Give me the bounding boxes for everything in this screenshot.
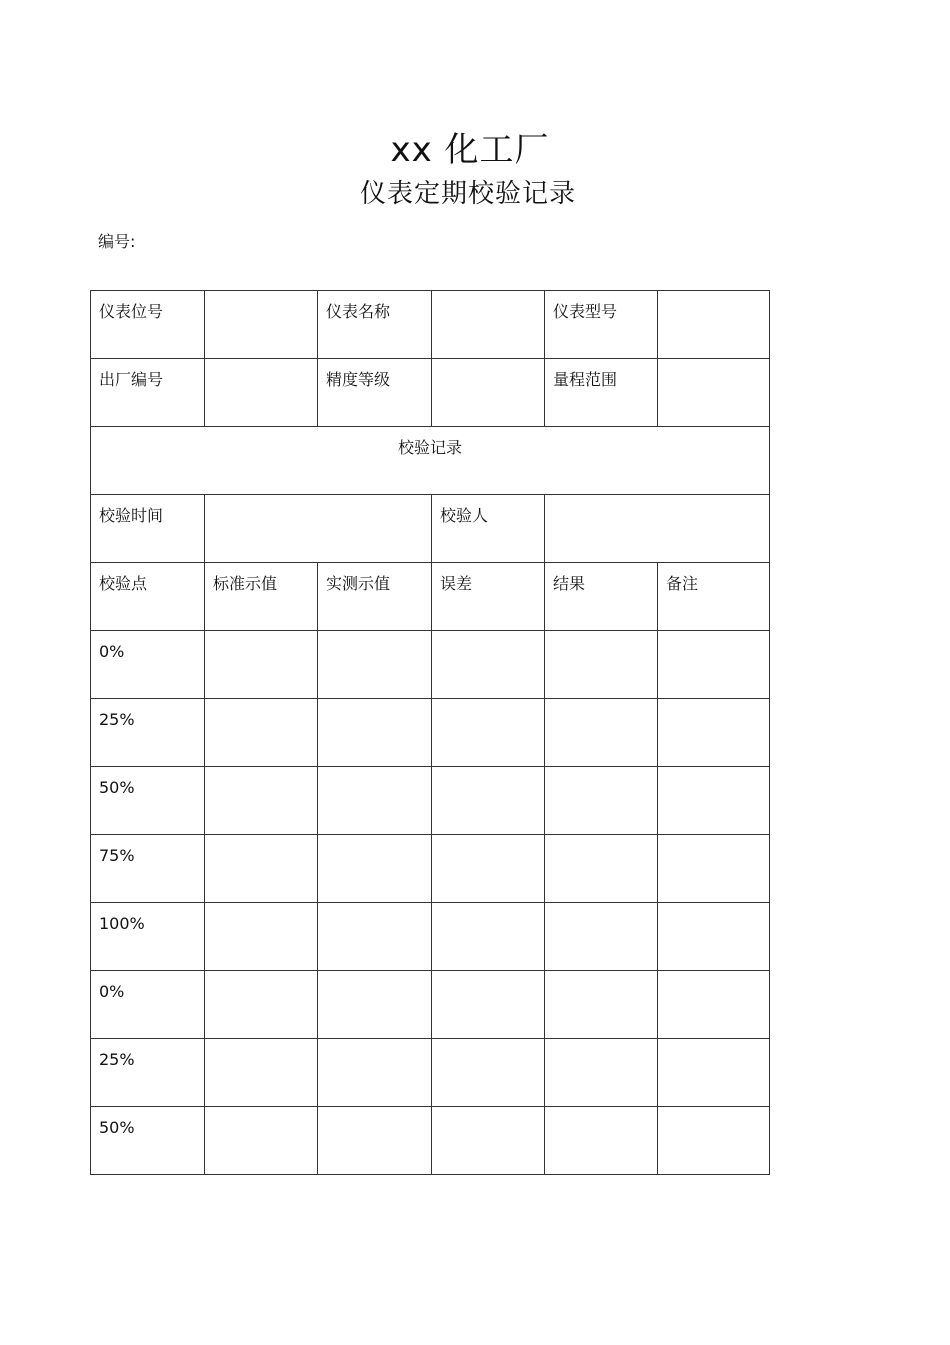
factory-number-value-cell — [205, 359, 318, 427]
empty-cell — [205, 699, 318, 767]
column-header — [318, 563, 432, 631]
empty-cell — [658, 903, 770, 971]
point-cell — [91, 767, 205, 835]
empty-cell — [545, 767, 658, 835]
section-row — [91, 427, 770, 495]
document-title: 仪表定期校验记录 — [359, 179, 576, 209]
point-cell — [91, 1039, 205, 1107]
empty-cell — [318, 971, 432, 1039]
empty-cell — [432, 631, 545, 699]
section-title: 校验记录 — [397, 438, 462, 457]
instrument-model-value-cell — [658, 291, 770, 359]
empty-cell — [432, 971, 545, 1039]
empty-cell — [545, 1107, 658, 1175]
info-row — [91, 359, 770, 427]
empty-cell — [318, 631, 432, 699]
empty-cell — [205, 767, 318, 835]
accuracy-class-value-cell — [432, 359, 545, 427]
calibration-point: 50% — [99, 1118, 135, 1137]
point-cell — [91, 971, 205, 1039]
empty-cell — [432, 903, 545, 971]
calibration-point: 100% — [99, 914, 145, 933]
empty-cell — [658, 767, 770, 835]
column-header-label: 结果 — [553, 574, 586, 593]
factory-number-label: 出厂编号 — [99, 370, 164, 389]
empty-cell — [545, 631, 658, 699]
empty-cell — [658, 631, 770, 699]
column-header — [205, 563, 318, 631]
measuring-range-label: 量程范围 — [553, 370, 618, 389]
label-cell — [432, 495, 545, 563]
calibration-point: 25% — [99, 1050, 135, 1069]
empty-cell — [658, 971, 770, 1039]
empty-cell — [205, 903, 318, 971]
calibration-point: 75% — [99, 846, 135, 865]
column-header-label: 误差 — [440, 574, 473, 593]
table-row — [91, 903, 770, 971]
empty-cell — [318, 1107, 432, 1175]
table-row — [91, 1107, 770, 1175]
calibration-point: 25% — [99, 710, 135, 729]
empty-cell — [318, 767, 432, 835]
point-cell — [91, 903, 205, 971]
table-row — [91, 699, 770, 767]
calibration-point: 0% — [99, 642, 125, 661]
empty-cell — [658, 1107, 770, 1175]
point-cell — [91, 699, 205, 767]
empty-cell — [205, 1107, 318, 1175]
info-row — [91, 291, 770, 359]
calibration-time-label: 校验时间 — [99, 506, 164, 525]
empty-cell — [205, 835, 318, 903]
column-header — [432, 563, 545, 631]
label-cell — [318, 291, 432, 359]
calibration-time-value-cell — [205, 495, 432, 563]
empty-cell — [205, 1039, 318, 1107]
empty-cell — [205, 971, 318, 1039]
column-header-row — [91, 563, 770, 631]
empty-cell — [658, 1039, 770, 1107]
empty-cell — [318, 903, 432, 971]
section-title-cell — [91, 427, 770, 495]
point-cell — [91, 631, 205, 699]
empty-cell — [432, 1107, 545, 1175]
empty-cell — [432, 767, 545, 835]
label-cell — [91, 359, 205, 427]
instrument-tag-label: 仪表位号 — [99, 302, 164, 321]
table-row — [91, 971, 770, 1039]
empty-cell — [658, 835, 770, 903]
column-header-label: 标准示值 — [213, 574, 278, 593]
calibrator-value-cell — [545, 495, 770, 563]
empty-cell — [432, 699, 545, 767]
table-row — [91, 631, 770, 699]
empty-cell — [318, 1039, 432, 1107]
accuracy-class-label: 精度等级 — [326, 370, 391, 389]
column-header-label: 备注 — [666, 574, 699, 593]
label-cell — [545, 359, 658, 427]
empty-cell — [318, 835, 432, 903]
instrument-model-label: 仪表型号 — [553, 302, 618, 321]
time-row — [91, 495, 770, 563]
table-row — [91, 835, 770, 903]
label-cell — [545, 291, 658, 359]
instrument-name-label: 仪表名称 — [326, 302, 391, 321]
label-cell — [91, 291, 205, 359]
instrument-name-value-cell — [432, 291, 545, 359]
calibration-point: 0% — [99, 982, 125, 1001]
empty-cell — [545, 1039, 658, 1107]
empty-cell — [318, 699, 432, 767]
calibration-point: 50% — [99, 778, 135, 797]
empty-cell — [205, 631, 318, 699]
empty-cell — [432, 1039, 545, 1107]
instrument-tag-value-cell — [205, 291, 318, 359]
empty-cell — [545, 835, 658, 903]
point-cell — [91, 835, 205, 903]
empty-cell — [658, 699, 770, 767]
column-header-label: 实测示值 — [326, 574, 391, 593]
point-cell — [91, 1107, 205, 1175]
label-cell — [91, 495, 205, 563]
empty-cell — [545, 971, 658, 1039]
serial-number-label: 编号: — [98, 232, 136, 251]
calibrator-label: 校验人 — [440, 506, 489, 525]
label-cell — [318, 359, 432, 427]
column-header — [658, 563, 770, 631]
empty-cell — [545, 903, 658, 971]
company-name: xx 化工厂 — [390, 130, 550, 170]
table-row — [91, 1039, 770, 1107]
measuring-range-value-cell — [658, 359, 770, 427]
calibration-record-table — [90, 290, 770, 1175]
column-header — [545, 563, 658, 631]
column-header — [91, 563, 205, 631]
table-row — [91, 767, 770, 835]
column-header-label: 校验点 — [99, 574, 148, 593]
empty-cell — [545, 699, 658, 767]
empty-cell — [432, 835, 545, 903]
